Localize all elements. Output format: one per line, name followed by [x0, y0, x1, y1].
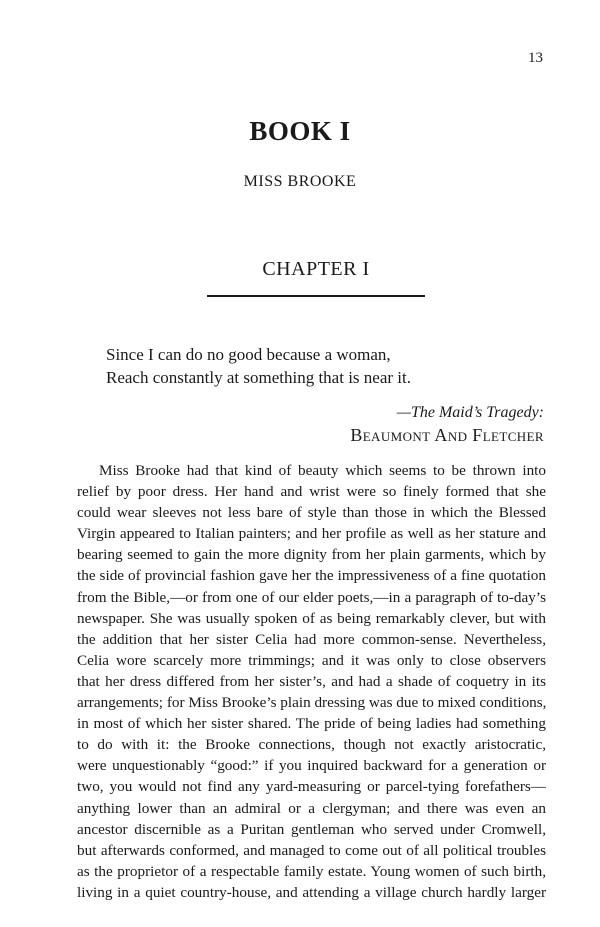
text-line: newspaper. She was usually spoken of as being remarkably clever, but with — [77, 609, 546, 627]
text-line: to do with it: the Brooke connections, though not exactly aristocratic, — [77, 736, 546, 754]
body-paragraph — [77, 460, 546, 903]
text-line: two, you would not find any yard-measuring or parcel-tying forefathers— — [77, 778, 546, 796]
text-line: anything lower than an admiral or a clergyman; and there was even an — [77, 799, 546, 817]
text-line: could wear sleeves not less bare of style than those in which the Blessed — [77, 504, 546, 522]
epigraph-author: Beaumont And Fletcher — [350, 425, 544, 445]
chapter-title: CHAPTER I — [262, 258, 370, 280]
epigraph-line: Reach constantly at something that is near it. — [106, 368, 411, 387]
text-line: but afterwards conformed, and managed to come out of all political troubles — [77, 841, 546, 859]
text-line: ancestor discernible as a Puritan gentleman who served under Cromwell, — [77, 820, 546, 838]
page-number: 13 — [528, 50, 543, 66]
text-line: relief by poor dress. Her hand and wrist were so finely formed that she — [77, 483, 546, 501]
text-line: that her dress differed from her sister’s, and had a shade of coquetry in its — [77, 672, 546, 690]
text-line: Miss Brooke had that kind of beauty which seems to be thrown into — [99, 462, 546, 479]
epigraph-source: —The Maid’s Tragedy: — [396, 404, 544, 421]
text-line: Celia wore scarcely more trimmings; and it was only to close observers — [77, 651, 546, 669]
text-line: in most of which her sister shared. The pride of being ladies had something — [77, 715, 546, 733]
epigraph-line: Since I can do no good because a woman, — [106, 345, 391, 364]
text-line: as the proprietor of a respectable family estate. Young women of such birth, — [77, 862, 546, 880]
epigraph — [106, 343, 411, 389]
chapter-divider — [207, 295, 425, 297]
text-line: were unquestionably “good:” if you inquired backward for a generation or — [77, 757, 546, 775]
text-line: living in a quiet country-house, and attending a village church hardly larger — [77, 883, 546, 901]
text-line: arrangements; for Miss Brooke’s plain dressing was due to mixed conditions, — [77, 694, 546, 712]
text-line: the side of provincial fashion gave her the impressiveness of a fine quotation — [77, 567, 546, 585]
book-title: BOOK I — [249, 116, 351, 146]
book-subtitle: MISS BROOKE — [243, 173, 357, 190]
text-line: from the Bible,—or from one of our elder poets,—in a paragraph of to-day’s — [77, 588, 546, 606]
text-line: Virgin appeared to Italian painters; and her profile as well as her stature and — [77, 525, 546, 543]
epigraph-attribution — [350, 401, 544, 447]
text-line: the addition that her sister Celia had more common-sense. Nevertheless, — [77, 630, 546, 648]
text-line: bearing seemed to gain the more dignity from her plain garments, which by — [77, 546, 546, 564]
